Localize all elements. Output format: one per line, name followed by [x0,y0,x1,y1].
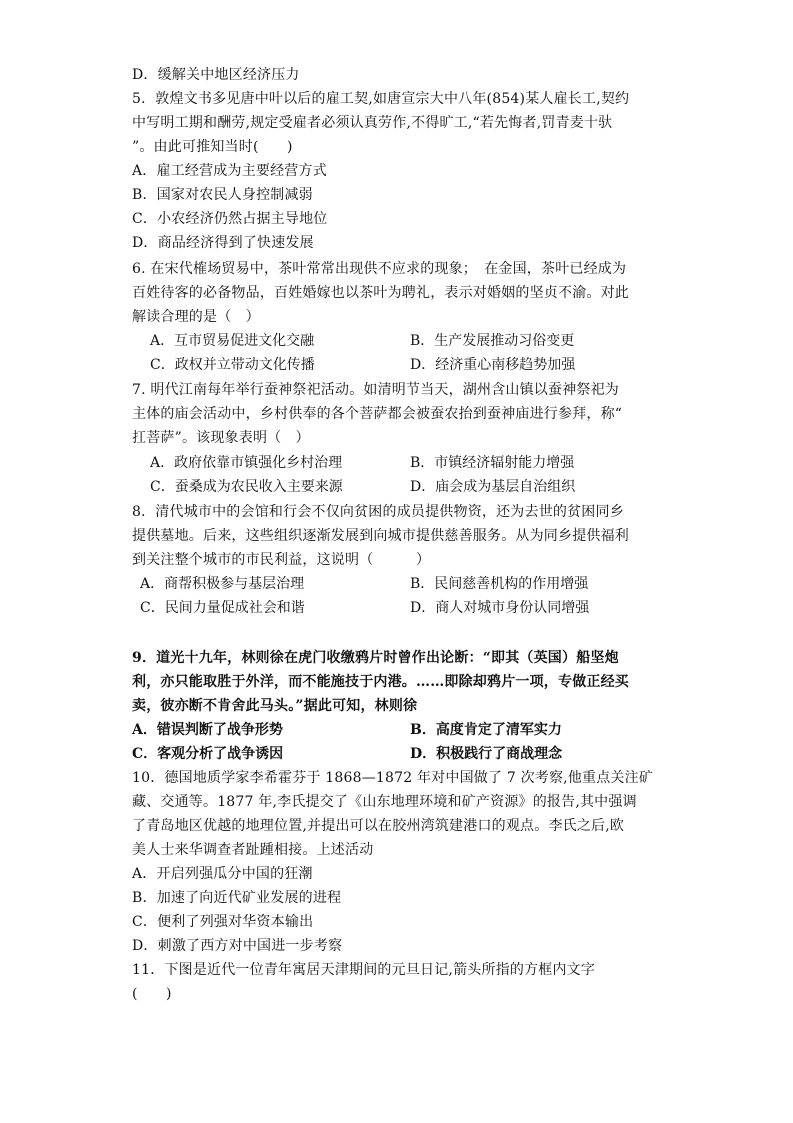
q8-stem-line-3: 到关注整个城市的市民利益，这说明（ ） [132,552,431,568]
q6-option-b: B．生产发展推动习俗变更 [410,333,575,349]
q9-stem-line-3: 卖，彼亦断不肯舍此马头。”据此可知，林则徐 [132,698,418,714]
q10-option-d: D．刺激了西方对中国进一步考察 [132,938,343,954]
q9-option-c: C．客观分析了战争诱因 [132,746,284,762]
q8-stem-line-2: 提供墓地。后来，这些组织逐渐发展到向城市提供慈善服务。从为同乡提供福利 [132,528,629,544]
q7-stem-line-3: 扛菩萨”。该现象表明（ ） [132,430,310,446]
q5-stem-line-2: 中写明工期和酬劳,规定受雇者必须认真劳作,不得旷工,“若先悔者,罚青麦十驮 [132,115,613,131]
q8-option-d: D．商人对城市身份认同增强 [410,600,590,616]
q7-stem-line-1: 7. 明代江南每年举行蚕神祭祀活动。如清明节当天，湖州含山镇以蚕神祭祀为 [132,382,620,398]
q4-option-d: D．缓解关中地区经济压力 [132,67,300,83]
q5-option-a: A．雇工经营成为主要经营方式 [132,163,327,179]
q6-option-a: A．互市贸易促进文化交融 [150,333,315,349]
q10-option-b: B．加速了向近代矿业发展的进程 [132,890,342,906]
q6-stem-line-1: 6. 在宋代榷场贸易中，茶叶常常出现供不应求的现象； 在金国，茶叶已经成为 [132,261,627,277]
q5-stem-line-1: 5．敦煌文书多见唐中叶以后的雇工契,如唐宣宗大中八年(854)某人雇长工,契约 [132,91,630,107]
q11-stem-line-2: ( ) [132,986,172,1002]
q5-option-d: D．商品经济得到了快速发展 [132,235,314,251]
q9-option-d: D．积极践行了商战理念 [410,746,563,762]
q7-option-a: A．政府依靠市镇强化乡村治理 [150,455,343,471]
q9-option-b: B．高度肯定了清军实力 [410,722,562,738]
q7-option-b: B．市镇经济辐射能力增强 [410,455,575,471]
q8-stem-line-1: 8．清代城市中的会馆和行会不仅向贫困的成员提供物资，还为去世的贫困同乡 [132,504,624,520]
q10-stem-line-4: 美人士来华调查者趾踵相接。上述活动 [132,842,374,858]
q7-option-c: C．蚕桑成为农民收入主要来源 [150,479,343,495]
q10-option-a: A．开启列强瓜分中国的狂潮 [132,866,313,882]
q10-option-c: C．便利了列强对华资本输出 [132,914,314,930]
q9-option-a: A．错误判断了战争形势 [132,722,283,738]
q8-option-a: A．商帮积极参与基层治理 [140,576,305,592]
q9-stem-line-1: 9．道光十九年，林则徐在虎门收缴鸦片时曾作出论断：“即其（英国）船坚炮 [132,650,619,666]
q10-stem-line-2: 藏、交通等。1877 年,李氏提交了《山东地理环境和矿产资源》的报告,其中强调 [132,794,637,810]
q10-stem-line-3: 了青岛地区优越的地理位置,并提出可以在胶州湾筑建港口的观点。李氏之后,欧 [132,818,625,834]
q6-option-d: D．经济重心南移趋势加强 [410,357,576,373]
q7-option-d: D．庙会成为基层自治组织 [410,479,576,495]
q8-option-b: B．民间慈善机构的作用增强 [410,576,589,592]
q6-option-c: C．政权并立带动文化传播 [150,357,315,373]
q7-stem-line-2: 主体的庙会活动中，乡村供奉的各个菩萨都会被蚕农抬到蚕神庙进行参拜，称“ [132,406,623,422]
q8-option-c: C．民间力量促成社会和谐 [140,600,305,616]
q5-option-c: C．小农经济仍然占据主导地位 [132,211,328,227]
q10-stem-line-1: 10．德国地质学家李希霍芬于 1868—1872 年对中国做了 7 次考察,他重点关注矿 [132,770,654,786]
q9-stem-line-2: 利，亦只能取胜于外洋，而不能施技于内港。……即除却鸦片一项，专做正经买 [132,674,629,690]
q5-option-b: B．国家对农民人身控制减弱 [132,187,313,203]
q6-stem-line-2: 百姓待客的必备物品，百姓婚嫁也以茶叶为聘礼，表示对婚姻的坚贞不渝。对此 [132,285,629,301]
q11-stem-line-1: 11．下图是近代一位青年寓居天津期间的元旦日记,箭头所指的方框内文字 [132,962,596,978]
q6-stem-line-3: 解读合理的是（ ） [132,309,260,325]
q5-stem-line-3: ”。由此可推知当时( ) [132,139,293,155]
